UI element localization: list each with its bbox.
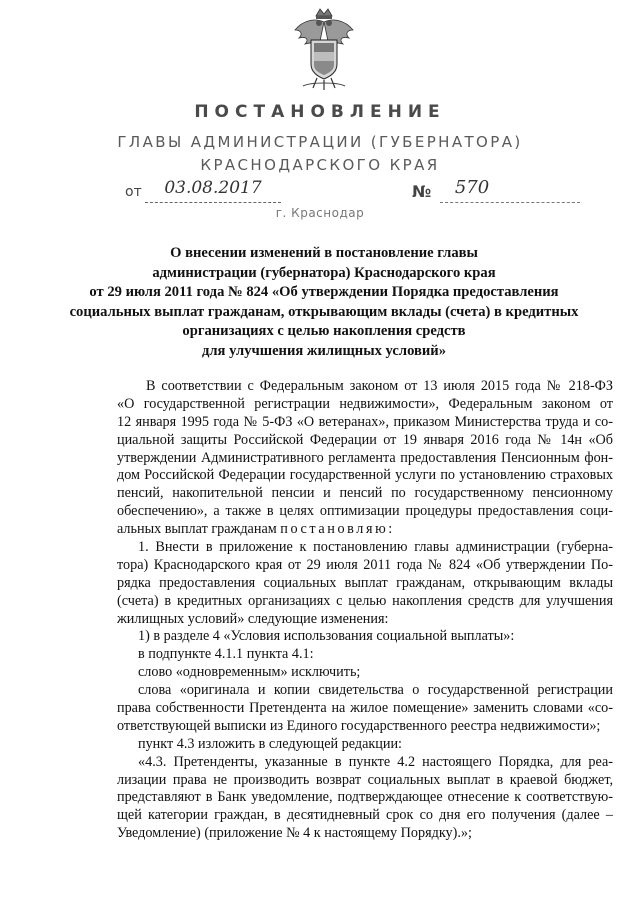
- date-prefix-label: от: [125, 184, 142, 200]
- handwritten-date: 03.08.2017: [164, 178, 262, 198]
- body-line: [117, 521, 613, 539]
- issuer-heading-line-2: КРАСНОДАРСКОГО КРАЯ: [200, 156, 440, 174]
- date-underline: [145, 202, 281, 203]
- body-line: Уведомление) (приложение № 4 к настоящему Порядку).»;: [117, 825, 472, 842]
- number-underline: [440, 202, 580, 203]
- body-line: слово «одновременным» исключить;: [138, 664, 361, 681]
- body-line: «О государственной регистрации недвижимости», Федеральным законом от: [117, 395, 613, 412]
- body-line: (счета) в кредитных организациях с целью накопления средств для улучшения: [117, 592, 613, 609]
- decree-keyword: постановляю:: [280, 521, 395, 538]
- title-line: от 29 июля 2011 года № 824 «Об утверждении Порядка предоставления: [89, 284, 559, 300]
- body-line: права собственности Претендента на жилое помещение» заменить словами «со-: [117, 700, 613, 717]
- body-line: дом Российской Федерации государственной услуги по установлению страховых: [117, 467, 613, 484]
- body-line: 1. Внести в приложение к постановлению главы администрации (губерна-: [138, 539, 613, 556]
- body-line-text: альных выплат гражданам: [117, 521, 277, 538]
- city-label: г. Краснодар: [275, 206, 365, 220]
- title-line: социальных выплат гражданам, открывающим вклады (счета) в кредитных: [69, 303, 579, 320]
- body-line: представляют в Банк уведомление, подтверждающее отнесение к соответствую-: [117, 789, 613, 806]
- body-line: щей категории граждан, в десятидневный срок со дня его получения (далее –: [117, 807, 613, 824]
- body-line: жилищных условий» следующие изменения:: [117, 610, 389, 627]
- body-line: пенсий, накопительной пенсии и пенсий по государственному пенсионному: [117, 485, 613, 502]
- body-line: ответствующей выписки из Единого государственного реестра недвижимости»;: [117, 717, 601, 734]
- issuer-heading-line-1: ГЛАВЫ АДМИНИСТРАЦИИ (ГУБЕРНАТОРА): [117, 133, 523, 151]
- document-body: [117, 378, 613, 843]
- body-line: В соответствии с Федеральным законом от 13 июля 2015 года № 218-ФЗ: [146, 378, 613, 394]
- body-line: лизации права не производить возврат социальных выплат в краевой бюджет,: [117, 771, 613, 788]
- body-line: в подпункте 4.1.1 пункта 4.1:: [138, 646, 314, 663]
- handwritten-number: 570: [454, 177, 490, 198]
- title-line: организациях с целью накопления средств: [182, 323, 466, 339]
- document-type-heading: ПОСТАНОВЛЕНИЕ: [194, 102, 446, 122]
- body-line: пункт 4.3 изложить в следующей редакции:: [138, 735, 402, 752]
- body-line: 12 января 1995 года № 5-ФЗ «О ветеранах», приказом Министерства труда и со-: [117, 413, 613, 430]
- number-sign-label: №: [412, 182, 432, 201]
- document-title: [64, 244, 584, 361]
- body-line: обеспечению», а также в целях оптимизации процедуры предоставления соци-: [117, 503, 613, 520]
- body-line: «4.3. Претенденты, указанные в пункте 4.2 настоящего Порядка, для реа-: [138, 753, 613, 770]
- title-line: О внесении изменений в постановление главы: [170, 245, 478, 261]
- coat-of-arms-emblem: [291, 6, 357, 92]
- body-line: тора) Краснодарского края от 29 июля 2011 года № 824 «Об утверждении По-: [117, 556, 613, 573]
- title-line: администрации (губернатора) Краснодарского края: [152, 264, 496, 281]
- body-line: слова «оригинала и копии свидетельства о государственной регистрации: [138, 682, 613, 699]
- body-line: утверждении Административного регламента предоставления Пенсионным фон-: [117, 449, 613, 466]
- body-line: циальной защиты Российской Федерации от 19 января 2016 года № 14н «Об: [117, 431, 613, 448]
- body-line: 1) в разделе 4 «Условия использования социальной выплаты»:: [138, 628, 515, 645]
- body-line: рядка предоставления социальных выплат гражданам, открывающим вклады: [117, 574, 613, 591]
- title-line: для улучшения жилищных условий»: [201, 342, 447, 359]
